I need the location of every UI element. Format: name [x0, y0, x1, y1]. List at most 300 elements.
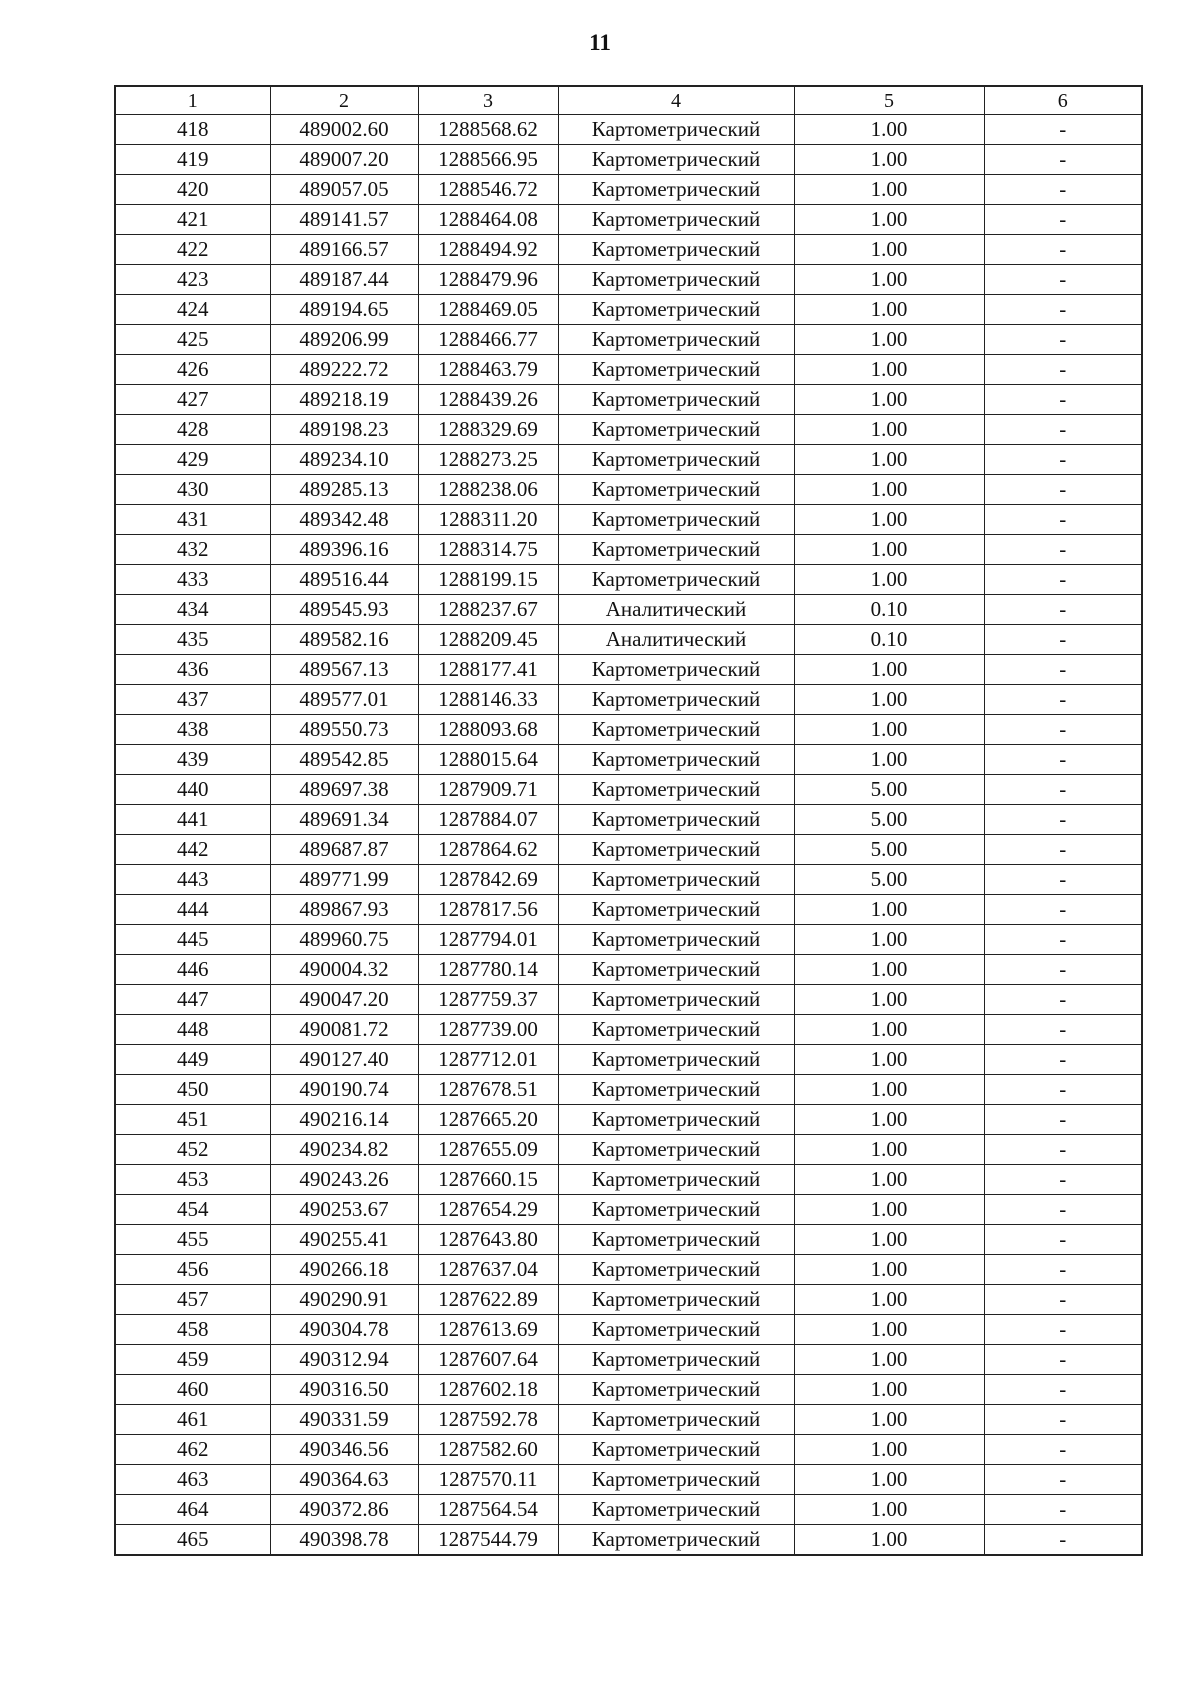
accuracy-cell: 1.00 — [794, 415, 984, 445]
table-row — [115, 835, 1142, 865]
note-cell: - — [984, 1375, 1142, 1405]
x-coordinate-cell: 490255.41 — [270, 1225, 418, 1255]
point-number-cell: 423 — [115, 265, 270, 295]
method-cell: Картометрический — [558, 475, 794, 505]
y-coordinate-cell: 1288546.72 — [418, 175, 558, 205]
note-cell: - — [984, 145, 1142, 175]
method-cell: Картометрический — [558, 535, 794, 565]
point-number-cell: 437 — [115, 685, 270, 715]
note-cell: - — [984, 1405, 1142, 1435]
y-coordinate-cell: 1288566.95 — [418, 145, 558, 175]
method-cell: Картометрический — [558, 205, 794, 235]
x-coordinate-cell: 489002.60 — [270, 115, 418, 145]
note-cell: - — [984, 955, 1142, 985]
method-cell: Картометрический — [558, 895, 794, 925]
y-coordinate-cell: 1287678.51 — [418, 1075, 558, 1105]
point-number-cell: 441 — [115, 805, 270, 835]
point-number-cell: 419 — [115, 145, 270, 175]
table-row — [115, 1285, 1142, 1315]
y-coordinate-cell: 1287794.01 — [418, 925, 558, 955]
x-coordinate-cell: 490304.78 — [270, 1315, 418, 1345]
point-number-cell: 427 — [115, 385, 270, 415]
x-coordinate-cell: 490316.50 — [270, 1375, 418, 1405]
table-row — [115, 1165, 1142, 1195]
x-coordinate-cell: 490290.91 — [270, 1285, 418, 1315]
table-row — [115, 715, 1142, 745]
point-number-cell: 462 — [115, 1435, 270, 1465]
point-number-cell: 465 — [115, 1525, 270, 1556]
note-cell: - — [984, 805, 1142, 835]
accuracy-cell: 1.00 — [794, 1135, 984, 1165]
accuracy-cell: 1.00 — [794, 715, 984, 745]
y-coordinate-cell: 1288093.68 — [418, 715, 558, 745]
y-coordinate-cell: 1287643.80 — [418, 1225, 558, 1255]
table-row — [115, 445, 1142, 475]
y-coordinate-cell: 1287739.00 — [418, 1015, 558, 1045]
y-coordinate-cell: 1288199.15 — [418, 565, 558, 595]
method-cell: Картометрический — [558, 385, 794, 415]
method-cell: Картометрический — [558, 1225, 794, 1255]
note-cell: - — [984, 595, 1142, 625]
y-coordinate-cell: 1288273.25 — [418, 445, 558, 475]
x-coordinate-cell: 489007.20 — [270, 145, 418, 175]
y-coordinate-cell: 1287780.14 — [418, 955, 558, 985]
note-cell: - — [984, 925, 1142, 955]
y-coordinate-cell: 1287622.89 — [418, 1285, 558, 1315]
table-row — [115, 1015, 1142, 1045]
method-cell: Картометрический — [558, 175, 794, 205]
y-coordinate-cell: 1287564.54 — [418, 1495, 558, 1525]
note-cell: - — [984, 1255, 1142, 1285]
note-cell: - — [984, 775, 1142, 805]
accuracy-cell: 1.00 — [794, 655, 984, 685]
x-coordinate-cell: 489550.73 — [270, 715, 418, 745]
point-number-cell: 442 — [115, 835, 270, 865]
x-coordinate-cell: 489545.93 — [270, 595, 418, 625]
table-row — [115, 475, 1142, 505]
note-cell: - — [984, 535, 1142, 565]
y-coordinate-cell: 1288177.41 — [418, 655, 558, 685]
point-number-cell: 431 — [115, 505, 270, 535]
y-coordinate-cell: 1288464.08 — [418, 205, 558, 235]
table-row — [115, 805, 1142, 835]
accuracy-cell: 1.00 — [794, 925, 984, 955]
point-number-cell: 440 — [115, 775, 270, 805]
point-number-cell: 422 — [115, 235, 270, 265]
point-number-cell: 447 — [115, 985, 270, 1015]
table-row — [115, 1135, 1142, 1165]
note-cell: - — [984, 1435, 1142, 1465]
note-cell: - — [984, 1525, 1142, 1556]
method-cell: Картометрический — [558, 1375, 794, 1405]
y-coordinate-cell: 1287817.56 — [418, 895, 558, 925]
note-cell: - — [984, 265, 1142, 295]
x-coordinate-cell: 489234.10 — [270, 445, 418, 475]
point-number-cell: 429 — [115, 445, 270, 475]
y-coordinate-cell: 1288237.67 — [418, 595, 558, 625]
accuracy-cell: 1.00 — [794, 745, 984, 775]
method-cell: Картометрический — [558, 1285, 794, 1315]
y-coordinate-cell: 1288469.05 — [418, 295, 558, 325]
x-coordinate-cell: 490234.82 — [270, 1135, 418, 1165]
note-cell: - — [984, 115, 1142, 145]
y-coordinate-cell: 1287607.64 — [418, 1345, 558, 1375]
method-cell: Картометрический — [558, 955, 794, 985]
note-cell: - — [984, 745, 1142, 775]
table-row — [115, 655, 1142, 685]
note-cell: - — [984, 1015, 1142, 1045]
x-coordinate-cell: 489577.01 — [270, 685, 418, 715]
point-number-cell: 449 — [115, 1045, 270, 1075]
table-row — [115, 1525, 1142, 1556]
accuracy-cell: 1.00 — [794, 955, 984, 985]
note-cell: - — [984, 355, 1142, 385]
table-row — [115, 685, 1142, 715]
accuracy-cell: 1.00 — [794, 235, 984, 265]
x-coordinate-cell: 489771.99 — [270, 865, 418, 895]
x-coordinate-cell: 490047.20 — [270, 985, 418, 1015]
x-coordinate-cell: 489166.57 — [270, 235, 418, 265]
point-number-cell: 426 — [115, 355, 270, 385]
note-cell: - — [984, 565, 1142, 595]
y-coordinate-cell: 1287884.07 — [418, 805, 558, 835]
method-cell: Картометрический — [558, 745, 794, 775]
y-coordinate-cell: 1287712.01 — [418, 1045, 558, 1075]
accuracy-cell: 1.00 — [794, 1375, 984, 1405]
table-row — [115, 1195, 1142, 1225]
point-number-cell: 432 — [115, 535, 270, 565]
accuracy-cell: 1.00 — [794, 1405, 984, 1435]
method-cell: Картометрический — [558, 415, 794, 445]
method-cell: Картометрический — [558, 865, 794, 895]
table-row — [115, 1045, 1142, 1075]
table-row — [115, 1375, 1142, 1405]
column-header: 6 — [984, 86, 1142, 115]
method-cell: Картометрический — [558, 235, 794, 265]
note-cell: - — [984, 1225, 1142, 1255]
accuracy-cell: 1.00 — [794, 1075, 984, 1105]
point-number-cell: 444 — [115, 895, 270, 925]
point-number-cell: 463 — [115, 1465, 270, 1495]
x-coordinate-cell: 489285.13 — [270, 475, 418, 505]
y-coordinate-cell: 1287654.29 — [418, 1195, 558, 1225]
table-row — [115, 955, 1142, 985]
point-number-cell: 428 — [115, 415, 270, 445]
table-row — [115, 1255, 1142, 1285]
x-coordinate-cell: 490216.14 — [270, 1105, 418, 1135]
table-row — [115, 865, 1142, 895]
note-cell: - — [984, 715, 1142, 745]
y-coordinate-cell: 1287665.20 — [418, 1105, 558, 1135]
note-cell: - — [984, 235, 1142, 265]
y-coordinate-cell: 1287842.69 — [418, 865, 558, 895]
note-cell: - — [984, 175, 1142, 205]
point-number-cell: 461 — [115, 1405, 270, 1435]
x-coordinate-cell: 489218.19 — [270, 385, 418, 415]
table-row — [115, 745, 1142, 775]
point-number-cell: 453 — [115, 1165, 270, 1195]
note-cell: - — [984, 655, 1142, 685]
method-cell: Аналитический — [558, 625, 794, 655]
x-coordinate-cell: 489057.05 — [270, 175, 418, 205]
accuracy-cell: 1.00 — [794, 1255, 984, 1285]
accuracy-cell: 1.00 — [794, 1465, 984, 1495]
x-coordinate-cell: 490346.56 — [270, 1435, 418, 1465]
accuracy-cell: 1.00 — [794, 1195, 984, 1225]
point-number-cell: 433 — [115, 565, 270, 595]
accuracy-cell: 5.00 — [794, 865, 984, 895]
accuracy-cell: 1.00 — [794, 355, 984, 385]
table-row — [115, 565, 1142, 595]
y-coordinate-cell: 1287909.71 — [418, 775, 558, 805]
note-cell: - — [984, 1315, 1142, 1345]
method-cell: Картометрический — [558, 355, 794, 385]
method-cell: Картометрический — [558, 1405, 794, 1435]
accuracy-cell: 1.00 — [794, 295, 984, 325]
point-number-cell: 451 — [115, 1105, 270, 1135]
method-cell: Картометрический — [558, 715, 794, 745]
table-row — [115, 145, 1142, 175]
table-row — [115, 175, 1142, 205]
method-cell: Картометрический — [558, 1435, 794, 1465]
accuracy-cell: 1.00 — [794, 1345, 984, 1375]
accuracy-cell: 1.00 — [794, 565, 984, 595]
table-row — [115, 355, 1142, 385]
accuracy-cell: 1.00 — [794, 895, 984, 925]
y-coordinate-cell: 1287864.62 — [418, 835, 558, 865]
x-coordinate-cell: 489206.99 — [270, 325, 418, 355]
method-cell: Картометрический — [558, 1495, 794, 1525]
accuracy-cell: 1.00 — [794, 1525, 984, 1556]
accuracy-cell: 1.00 — [794, 265, 984, 295]
accuracy-cell: 0.10 — [794, 625, 984, 655]
table-row — [115, 385, 1142, 415]
table-row — [115, 235, 1142, 265]
accuracy-cell: 1.00 — [794, 175, 984, 205]
note-cell: - — [984, 505, 1142, 535]
table-row — [115, 505, 1142, 535]
method-cell: Картометрический — [558, 1135, 794, 1165]
y-coordinate-cell: 1287759.37 — [418, 985, 558, 1015]
note-cell: - — [984, 385, 1142, 415]
method-cell: Картометрический — [558, 685, 794, 715]
note-cell: - — [984, 1075, 1142, 1105]
y-coordinate-cell: 1288015.64 — [418, 745, 558, 775]
note-cell: - — [984, 835, 1142, 865]
method-cell: Картометрический — [558, 925, 794, 955]
y-coordinate-cell: 1287660.15 — [418, 1165, 558, 1195]
method-cell: Картометрический — [558, 1525, 794, 1556]
x-coordinate-cell: 489187.44 — [270, 265, 418, 295]
table-row — [115, 295, 1142, 325]
y-coordinate-cell: 1288209.45 — [418, 625, 558, 655]
x-coordinate-cell: 490266.18 — [270, 1255, 418, 1285]
method-cell: Картометрический — [558, 805, 794, 835]
accuracy-cell: 1.00 — [794, 1105, 984, 1135]
method-cell: Картометрический — [558, 1045, 794, 1075]
accuracy-cell: 1.00 — [794, 1285, 984, 1315]
method-cell: Картометрический — [558, 115, 794, 145]
x-coordinate-cell: 489582.16 — [270, 625, 418, 655]
table-row — [115, 115, 1142, 145]
x-coordinate-cell: 490253.67 — [270, 1195, 418, 1225]
table-row — [115, 985, 1142, 1015]
y-coordinate-cell: 1287602.18 — [418, 1375, 558, 1405]
method-cell: Картометрический — [558, 505, 794, 535]
y-coordinate-cell: 1288494.92 — [418, 235, 558, 265]
point-number-cell: 457 — [115, 1285, 270, 1315]
method-cell: Картометрический — [558, 655, 794, 685]
note-cell: - — [984, 1495, 1142, 1525]
table-body — [115, 115, 1142, 1556]
note-cell: - — [984, 1345, 1142, 1375]
point-number-cell: 424 — [115, 295, 270, 325]
note-cell: - — [984, 445, 1142, 475]
y-coordinate-cell: 1287637.04 — [418, 1255, 558, 1285]
table-row — [115, 1225, 1142, 1255]
y-coordinate-cell: 1288329.69 — [418, 415, 558, 445]
table-row — [115, 1315, 1142, 1345]
method-cell: Картометрический — [558, 295, 794, 325]
note-cell: - — [984, 205, 1142, 235]
x-coordinate-cell: 490004.32 — [270, 955, 418, 985]
accuracy-cell: 1.00 — [794, 1495, 984, 1525]
accuracy-cell: 1.00 — [794, 445, 984, 475]
note-cell: - — [984, 985, 1142, 1015]
method-cell: Картометрический — [558, 1465, 794, 1495]
y-coordinate-cell: 1288466.77 — [418, 325, 558, 355]
method-cell: Картометрический — [558, 265, 794, 295]
method-cell: Картометрический — [558, 1105, 794, 1135]
table-row — [115, 205, 1142, 235]
accuracy-cell: 1.00 — [794, 475, 984, 505]
note-cell: - — [984, 1285, 1142, 1315]
table-row — [115, 775, 1142, 805]
method-cell: Картометрический — [558, 1195, 794, 1225]
note-cell: - — [984, 1195, 1142, 1225]
table-row — [115, 1435, 1142, 1465]
accuracy-cell: 1.00 — [794, 1045, 984, 1075]
accuracy-cell: 1.00 — [794, 535, 984, 565]
y-coordinate-cell: 1288146.33 — [418, 685, 558, 715]
note-cell: - — [984, 1105, 1142, 1135]
y-coordinate-cell: 1287655.09 — [418, 1135, 558, 1165]
table-row — [115, 1105, 1142, 1135]
accuracy-cell: 1.00 — [794, 1435, 984, 1465]
method-cell: Картометрический — [558, 1315, 794, 1345]
x-coordinate-cell: 490364.63 — [270, 1465, 418, 1495]
point-number-cell: 464 — [115, 1495, 270, 1525]
point-number-cell: 418 — [115, 115, 270, 145]
x-coordinate-cell: 489542.85 — [270, 745, 418, 775]
x-coordinate-cell: 490127.40 — [270, 1045, 418, 1075]
table-row — [115, 1405, 1142, 1435]
y-coordinate-cell: 1288568.62 — [418, 115, 558, 145]
column-header: 2 — [270, 86, 418, 115]
method-cell: Картометрический — [558, 835, 794, 865]
point-number-cell: 435 — [115, 625, 270, 655]
x-coordinate-cell: 490190.74 — [270, 1075, 418, 1105]
y-coordinate-cell: 1287592.78 — [418, 1405, 558, 1435]
column-header: 4 — [558, 86, 794, 115]
x-coordinate-cell: 489697.38 — [270, 775, 418, 805]
accuracy-cell: 5.00 — [794, 835, 984, 865]
accuracy-cell: 1.00 — [794, 115, 984, 145]
point-number-cell: 443 — [115, 865, 270, 895]
accuracy-cell: 1.00 — [794, 1165, 984, 1195]
accuracy-cell: 1.00 — [794, 385, 984, 415]
x-coordinate-cell: 490243.26 — [270, 1165, 418, 1195]
note-cell: - — [984, 1465, 1142, 1495]
y-coordinate-cell: 1287544.79 — [418, 1525, 558, 1556]
x-coordinate-cell: 489960.75 — [270, 925, 418, 955]
column-header: 5 — [794, 86, 984, 115]
x-coordinate-cell: 489141.57 — [270, 205, 418, 235]
table-row — [115, 535, 1142, 565]
point-number-cell: 421 — [115, 205, 270, 235]
y-coordinate-cell: 1288439.26 — [418, 385, 558, 415]
table-header-row — [115, 86, 1142, 115]
accuracy-cell: 1.00 — [794, 505, 984, 535]
x-coordinate-cell: 489691.34 — [270, 805, 418, 835]
x-coordinate-cell: 490081.72 — [270, 1015, 418, 1045]
x-coordinate-cell: 490398.78 — [270, 1525, 418, 1556]
method-cell: Картометрический — [558, 775, 794, 805]
x-coordinate-cell: 489396.16 — [270, 535, 418, 565]
accuracy-cell: 1.00 — [794, 1225, 984, 1255]
point-number-cell: 458 — [115, 1315, 270, 1345]
accuracy-cell: 5.00 — [794, 805, 984, 835]
x-coordinate-cell: 489198.23 — [270, 415, 418, 445]
method-cell: Картометрический — [558, 1015, 794, 1045]
table-row — [115, 1465, 1142, 1495]
x-coordinate-cell: 489194.65 — [270, 295, 418, 325]
point-number-cell: 434 — [115, 595, 270, 625]
x-coordinate-cell: 490331.59 — [270, 1405, 418, 1435]
note-cell: - — [984, 625, 1142, 655]
note-cell: - — [984, 1135, 1142, 1165]
method-cell: Картометрический — [558, 985, 794, 1015]
x-coordinate-cell: 489222.72 — [270, 355, 418, 385]
table-row — [115, 415, 1142, 445]
accuracy-cell: 0.10 — [794, 595, 984, 625]
note-cell: - — [984, 1045, 1142, 1075]
point-number-cell: 425 — [115, 325, 270, 355]
table-row — [115, 1495, 1142, 1525]
method-cell: Картометрический — [558, 445, 794, 475]
column-header: 1 — [115, 86, 270, 115]
x-coordinate-cell: 489516.44 — [270, 565, 418, 595]
table-row — [115, 895, 1142, 925]
accuracy-cell: 1.00 — [794, 145, 984, 175]
point-number-cell: 430 — [115, 475, 270, 505]
accuracy-cell: 1.00 — [794, 1015, 984, 1045]
method-cell: Картометрический — [558, 1165, 794, 1195]
method-cell: Аналитический — [558, 595, 794, 625]
table-row — [115, 1075, 1142, 1105]
note-cell: - — [984, 865, 1142, 895]
x-coordinate-cell: 489567.13 — [270, 655, 418, 685]
point-number-cell: 460 — [115, 1375, 270, 1405]
accuracy-cell: 1.00 — [794, 1315, 984, 1345]
point-number-cell: 448 — [115, 1015, 270, 1045]
point-number-cell: 436 — [115, 655, 270, 685]
note-cell: - — [984, 475, 1142, 505]
method-cell: Картометрический — [558, 565, 794, 595]
point-number-cell: 459 — [115, 1345, 270, 1375]
accuracy-cell: 1.00 — [794, 205, 984, 235]
x-coordinate-cell: 489687.87 — [270, 835, 418, 865]
